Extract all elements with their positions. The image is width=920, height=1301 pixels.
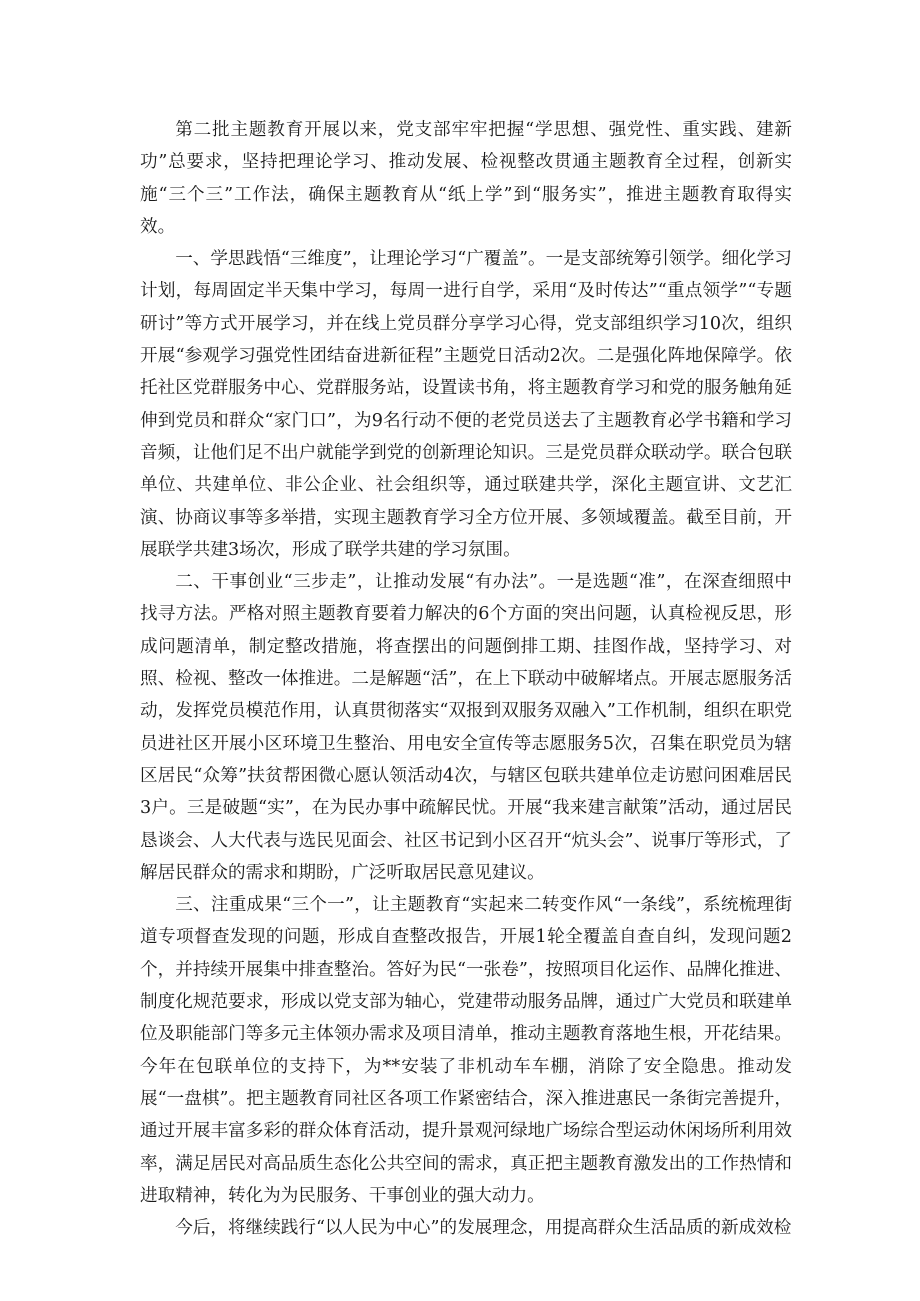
- document-body: [140, 114, 792, 1244]
- paragraph-section-one: 一、学思践悟“三维度”，让理论学习“广覆盖”。一是支部统筹引领学。细化学习计划，每周固定半天集中学习，每周一进行自学，采用“及时传达”“重点领学”“专题研讨”等方式开展学习，并在线上党员群分享学习心得，党支部组织学习10次，组织开展“参观学习强党性团结奋进新征程”主题党日活动2次。二是强化阵地保障学。依托社区党群服务中心、党群服务站，设置读书角，将主题教育学习和党的服务触角延伸到党员和群众“家门口”，为9名行动不便的老党员送去了主题教育必学书籍和学习音频，让他们足不出户就能学到党的创新理论知识。三是党员群众联动学。联合包联单位、共建单位、非公企业、社会组织等，通过联建共学，深化主题宣讲、文艺汇演、协商议事等多举措，实现主题教育学习全方位开展、多领域覆盖。截至目前，开展联学共建3场次，形成了联学共建的学习氛围。: [140, 249, 792, 560]
- paragraph-section-two: 二、干事创业“三步走”，让推动发展“有办法”。一是选题“准”，在深查细照中找寻方法。严格对照主题教育要着力解决的6个方面的突出问题，认真检视反思，形成问题清单，制定整改措施，将查摆出的问题倒排工期、挂图作战，坚持学习、对照、检视、整改一体推进。二是解题“活”，在上下联动中破解堵点。开展志愿服务活动，发挥党员模范作用，认真贯彻落实“双报到双服务双融入”工作机制，组织在职党员进社区开展小区环境卫生整治、用电安全宣传等志愿服务5次，召集在职党员为辖区居民“众筹”扶贫帮困微心愿认领活动4次，与辖区包联共建单位走访慰问困难居民3户。三是破题“实”，在为民办事中疏解民忧。开展“我来建言献策”活动，通过居民恳谈会、人大代表与选民见面会、社区书记到小区召开“炕头会”、说事厅等形式，了解居民群众的需求和期盼，广泛听取居民意见建议。: [140, 572, 792, 883]
- paragraph-intro: 第二批主题教育开展以来，党支部牢牢把握“学思想、强党性、重实践、建新功”总要求，坚持把理论学习、推动发展、检视整改贯通主题教育全过程，创新实施“三个三”工作法，确保主题教育从“纸上学”到“服务实”，推进主题教育取得实效。: [140, 120, 792, 237]
- paragraph-section-three: 三、注重成果“三个一”，让主题教育“实起来二转变作风“一条线”，系统梳理街道专项督查发现的问题，形成自查整改报告，开展1轮全覆盖自查自纠，发现问题2个，并持续开展集中排查整治。答好为民“一张卷”，按照项目化运作、品牌化推进、制度化规范要求，形成以党支部为轴心，党建带动服务品牌，通过广大党员和联建单位及职能部门等多元主体领办需求及项目清单，推动主题教育落地生根，开花结果。今年在包联单位的支持下，为**安装了非机动车车棚，消除了安全隐患。推动发展“一盘棋”。把主题教育同社区各项工作紧密结合，深入推进惠民一条街完善提升，通过开展丰富多彩的群众体育活动，提升景观河绿地广场综合型运动休闲场所利用效率，满足居民对高品质生态化公共空间的需求，真正把主题教育激发出的工作热情和进取精神，转化为为民服务、干事创业的强大动力。: [140, 895, 792, 1206]
- paragraph-conclusion: 今后，将继续践行“以人民为中心”的发展理念，用提高群众生活品质的新成效检: [175, 1218, 792, 1239]
